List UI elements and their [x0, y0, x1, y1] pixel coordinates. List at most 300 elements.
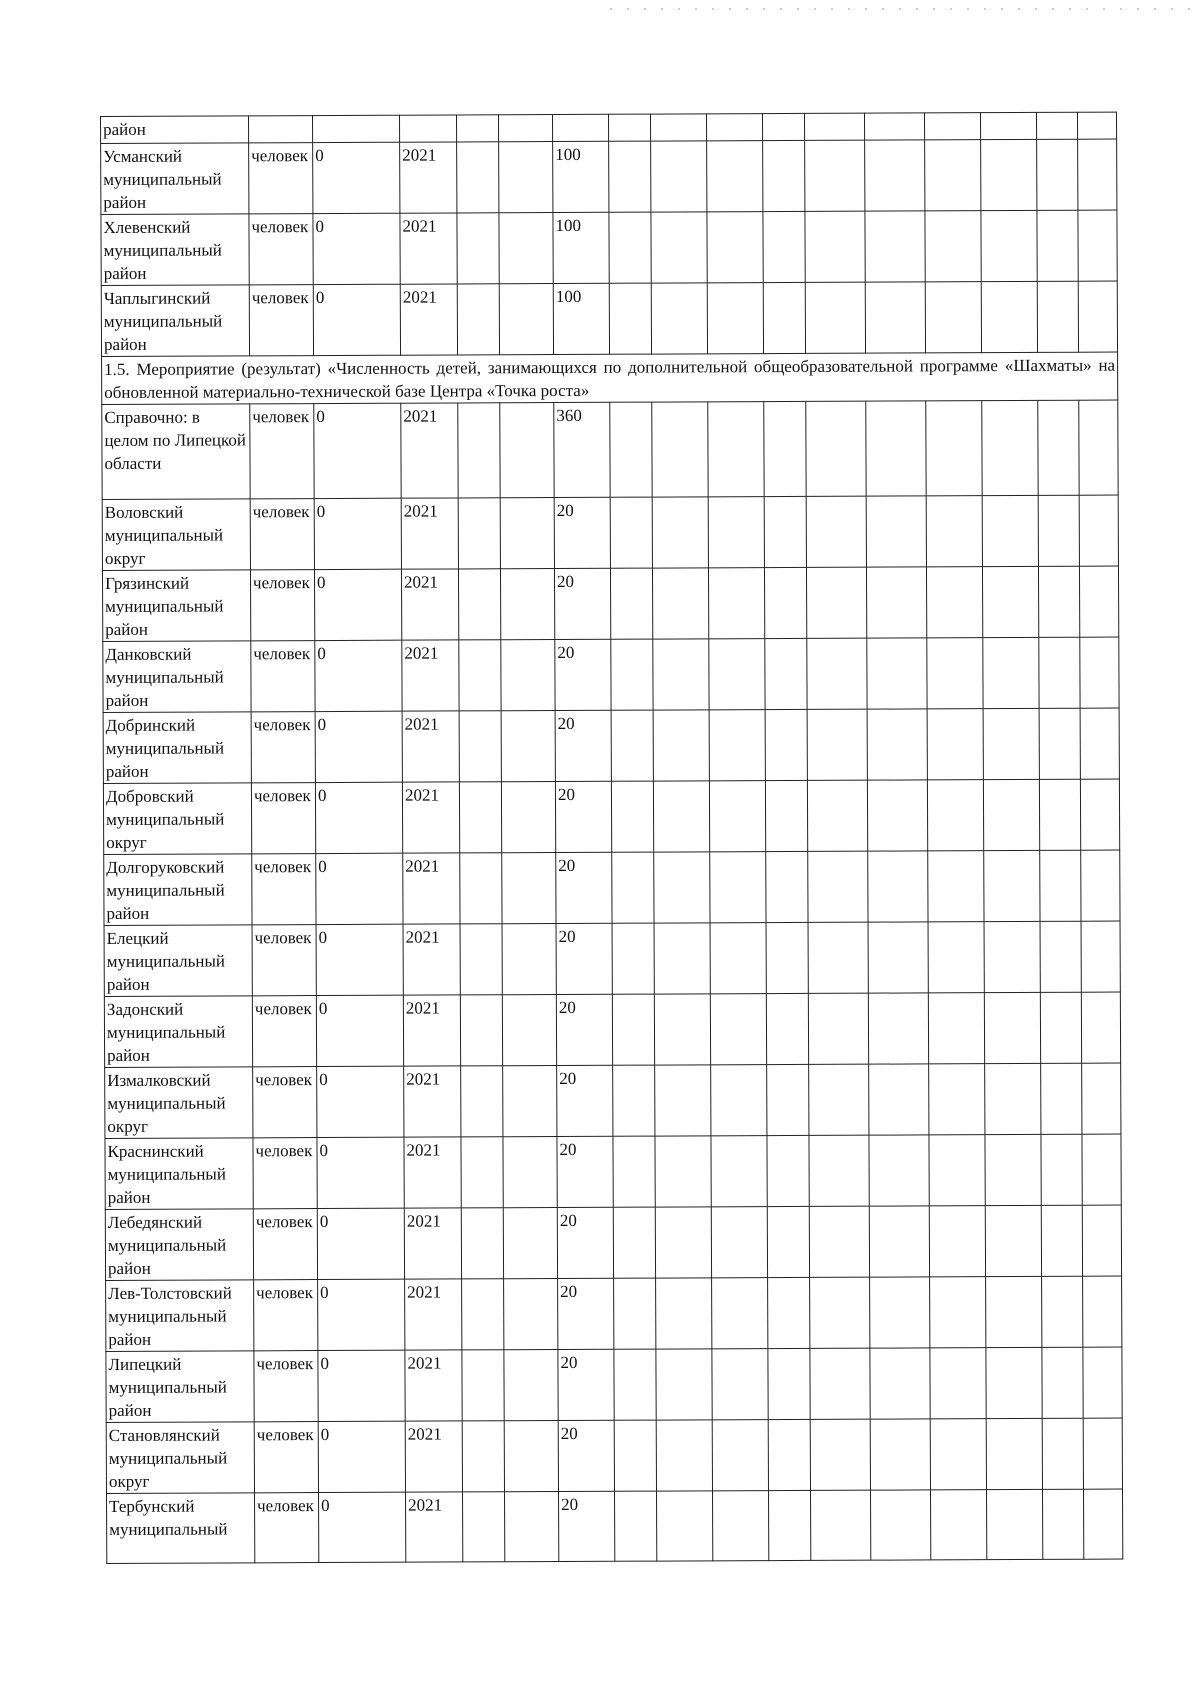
row-base-value: 0 [315, 782, 402, 853]
row-base-year: 2021 [400, 142, 457, 213]
row-target-value: 20 [556, 923, 612, 994]
empty-cell [712, 1278, 768, 1349]
empty-cell [981, 139, 1037, 210]
row-target-value: 100 [553, 283, 609, 354]
empty-cell [459, 711, 501, 782]
row-unit: человек [253, 1138, 317, 1209]
empty-cell [806, 401, 866, 496]
empty-cell [462, 1279, 504, 1350]
empty-cell [1083, 1418, 1122, 1489]
empty-cell [864, 113, 924, 140]
table-row [101, 139, 1117, 214]
empty-cell [1041, 1205, 1082, 1276]
empty-cell [1042, 1347, 1083, 1418]
empty-cell [611, 781, 653, 852]
empty-cell [462, 1350, 504, 1421]
empty-cell [767, 1064, 809, 1135]
empty-cell [865, 211, 925, 282]
row-name: Грязинский муниципальный район [102, 570, 250, 642]
empty-cell [985, 1134, 1041, 1205]
row-unit: человек [253, 1067, 317, 1138]
empty-cell [1039, 637, 1080, 708]
row-name: Измалковский муниципальный округ [105, 1067, 253, 1139]
empty-cell [502, 853, 556, 924]
empty-cell [610, 402, 652, 497]
empty-cell [1084, 1489, 1123, 1559]
row-base-year: 2021 [400, 213, 457, 284]
row-unit: человек [254, 1351, 318, 1422]
empty-cell [769, 1490, 811, 1560]
empty-cell [608, 114, 650, 141]
empty-cell [499, 213, 553, 284]
empty-cell [708, 568, 764, 639]
row-base-year: 2021 [403, 924, 460, 995]
empty-cell [501, 640, 555, 711]
empty-cell [500, 498, 554, 569]
empty-cell [984, 992, 1040, 1063]
empty-cell [707, 212, 763, 283]
empty-cell [1042, 1276, 1083, 1347]
empty-cell [867, 709, 927, 780]
empty-cell [1042, 1418, 1083, 1489]
empty-cell [868, 993, 928, 1064]
empty-cell [651, 141, 707, 212]
empty-cell [764, 496, 806, 567]
empty-cell [986, 1418, 1042, 1489]
row-base-value: 0 [314, 403, 401, 498]
empty-cell [807, 638, 867, 709]
empty-cell [505, 1492, 559, 1562]
row-unit: человек [249, 143, 313, 214]
row-base-year: 2021 [404, 1208, 461, 1279]
row-name: Задонский муниципальный район [104, 996, 252, 1068]
empty-cell [612, 994, 654, 1065]
empty-cell [706, 114, 762, 141]
empty-cell [712, 1349, 768, 1420]
empty-cell [653, 781, 709, 852]
empty-cell [869, 1135, 929, 1206]
row-name: Добровский муниципальный округ [103, 783, 251, 855]
row-name: Справочно: в целом по Липецкой области [102, 404, 250, 500]
empty-cell [1078, 139, 1117, 210]
table-row [101, 281, 1117, 356]
empty-cell [501, 711, 555, 782]
empty-cell [707, 141, 763, 212]
table-row [104, 992, 1120, 1067]
empty-cell [1082, 1205, 1121, 1276]
empty-cell [614, 1420, 656, 1491]
empty-cell [652, 402, 708, 497]
empty-cell [764, 401, 806, 496]
empty-cell [609, 212, 651, 283]
empty-cell [499, 142, 553, 213]
empty-cell [810, 1277, 870, 1348]
empty-cell [870, 1277, 930, 1348]
row-name: Лебедянский муниципальный район [105, 1209, 253, 1281]
row-unit: человек [254, 1422, 318, 1493]
empty-cell [1081, 992, 1120, 1063]
row-base-value [313, 115, 400, 142]
table-row [102, 566, 1118, 641]
row-target-value: 100 [553, 212, 609, 283]
empty-cell [928, 993, 984, 1064]
empty-cell [768, 1348, 810, 1419]
row-base-value: 0 [314, 569, 401, 640]
row-base-year: 2021 [400, 284, 457, 355]
empty-cell [610, 497, 652, 568]
empty-cell [461, 1137, 503, 1208]
row-target-value: 20 [557, 1136, 613, 1207]
empty-cell [925, 282, 981, 353]
empty-cell [983, 708, 1039, 779]
empty-cell [709, 781, 765, 852]
empty-cell [711, 1136, 767, 1207]
row-target-value: 20 [556, 852, 612, 923]
empty-cell [764, 567, 806, 638]
empty-cell [503, 1066, 557, 1137]
row-base-value: 0 [318, 1279, 405, 1350]
row-target-value: 20 [557, 1065, 613, 1136]
row-name: Данковский муниципальный район [103, 641, 251, 713]
empty-cell [711, 1065, 767, 1136]
empty-cell [1081, 921, 1120, 992]
empty-cell [928, 922, 984, 993]
empty-cell [809, 1206, 869, 1277]
empty-cell [502, 995, 556, 1066]
empty-cell [1081, 850, 1120, 921]
empty-cell [930, 1277, 986, 1348]
empty-cell [807, 780, 867, 851]
empty-cell [987, 1489, 1043, 1559]
empty-cell [982, 566, 1038, 637]
empty-cell [809, 1135, 869, 1206]
empty-cell [710, 923, 766, 994]
empty-cell [925, 140, 981, 211]
empty-cell [503, 1208, 557, 1279]
empty-cell [866, 567, 926, 638]
table-row [104, 850, 1120, 925]
empty-cell [656, 1349, 712, 1420]
row-unit: человек [249, 214, 313, 285]
empty-cell [655, 1136, 711, 1207]
row-base-year: 2021 [405, 1350, 462, 1421]
empty-cell [1040, 921, 1081, 992]
row-unit: человек [250, 570, 314, 641]
empty-cell [865, 140, 925, 211]
empty-cell [615, 1491, 657, 1561]
empty-cell [501, 782, 555, 853]
empty-cell [654, 852, 710, 923]
empty-cell [765, 709, 807, 780]
empty-cell [655, 1207, 711, 1278]
row-name: Хлевенский муниципальный район [101, 214, 249, 286]
empty-cell [762, 113, 804, 140]
empty-cell [461, 1208, 503, 1279]
empty-cell [500, 569, 554, 640]
empty-cell [811, 1490, 871, 1560]
table-row [103, 708, 1119, 783]
row-target-value: 20 [556, 994, 612, 1065]
empty-cell [983, 637, 1039, 708]
row-base-year: 2021 [406, 1492, 463, 1562]
empty-cell [767, 1206, 809, 1277]
empty-cell [766, 993, 808, 1064]
row-base-year: 2021 [405, 1279, 462, 1350]
row-base-value: 0 [318, 1350, 405, 1421]
empty-cell [1078, 281, 1117, 352]
empty-cell [924, 113, 980, 140]
row-name: Воловский муниципальный округ [102, 499, 250, 571]
empty-cell [1037, 210, 1078, 281]
empty-cell [928, 851, 984, 922]
empty-cell [460, 853, 502, 924]
empty-cell [1079, 400, 1118, 495]
table-row [105, 1063, 1121, 1138]
empty-cell [459, 782, 501, 853]
row-base-value: 0 [313, 142, 400, 213]
empty-cell [810, 1348, 870, 1419]
empty-cell [612, 852, 654, 923]
empty-cell [651, 212, 707, 283]
empty-cell [984, 921, 1040, 992]
empty-cell [462, 1421, 504, 1492]
empty-cell [614, 1278, 656, 1349]
row-target-value: 20 [554, 568, 610, 639]
empty-cell [929, 1064, 985, 1135]
row-target-value: 20 [554, 497, 610, 568]
row-base-value: 0 [319, 1492, 406, 1562]
empty-cell [657, 1491, 713, 1561]
empty-cell [927, 709, 983, 780]
empty-cell [611, 639, 653, 710]
empty-cell [869, 1206, 929, 1277]
empty-cell [763, 282, 805, 353]
row-name: Становлянский муниципальный округ [106, 1422, 254, 1494]
empty-cell [867, 780, 927, 851]
empty-cell [655, 1065, 711, 1136]
row-base-year: 2021 [404, 1137, 461, 1208]
empty-cell [456, 115, 498, 142]
row-target-value: 20 [555, 781, 611, 852]
row-name: Тербунский муниципальный [107, 1493, 255, 1564]
table-row [101, 210, 1117, 285]
row-unit: человек [252, 925, 316, 996]
empty-cell [612, 923, 654, 994]
empty-cell [1036, 112, 1077, 139]
empty-cell [504, 1421, 558, 1492]
row-name: Усманский муниципальный район [101, 143, 249, 215]
empty-cell [927, 638, 983, 709]
empty-cell [808, 993, 868, 1064]
row-base-year: 2021 [405, 1421, 462, 1492]
empty-cell [502, 924, 556, 995]
empty-cell [982, 400, 1038, 495]
row-base-value: 0 [317, 1208, 404, 1279]
table-row [105, 1134, 1121, 1209]
empty-cell [870, 1419, 930, 1490]
row-name: Добринский муниципальный район [103, 712, 251, 784]
district-rows [102, 495, 1123, 1563]
table-row [107, 1489, 1123, 1563]
empty-cell [768, 1419, 810, 1490]
table-row [106, 1276, 1122, 1351]
empty-cell [763, 211, 805, 282]
row-unit [249, 116, 313, 143]
empty-cell [808, 851, 868, 922]
row-base-value: 0 [317, 1066, 404, 1137]
empty-cell [1038, 400, 1079, 495]
empty-cell [1078, 210, 1117, 281]
empty-cell [981, 281, 1037, 352]
row-target-value: 20 [557, 1207, 613, 1278]
row-unit: человек [250, 404, 314, 499]
empty-cell [871, 1490, 931, 1560]
empty-cell [614, 1349, 656, 1420]
empty-cell [500, 403, 554, 498]
table-row [104, 921, 1120, 996]
empty-cell [807, 709, 867, 780]
row-base-value: 0 [316, 924, 403, 995]
empty-cell [810, 1419, 870, 1490]
indicators-table [100, 112, 1123, 1564]
empty-cell [654, 923, 710, 994]
row-name: Чаплыгинский муниципальный район [101, 285, 249, 357]
empty-cell [613, 1065, 655, 1136]
empty-cell [1082, 1134, 1121, 1205]
empty-cell [653, 639, 709, 710]
empty-cell [867, 638, 927, 709]
empty-cell [710, 994, 766, 1065]
empty-cell [1039, 708, 1080, 779]
empty-cell [1041, 1063, 1082, 1134]
row-unit: человек [255, 1493, 319, 1563]
empty-cell [1080, 779, 1119, 850]
empty-cell [1083, 1276, 1122, 1347]
empty-cell [460, 924, 502, 995]
empty-cell [805, 140, 865, 211]
empty-cell [805, 282, 865, 353]
table-row [103, 637, 1119, 712]
empty-cell [931, 1490, 987, 1560]
empty-cell [981, 210, 1037, 281]
empty-cell [652, 568, 708, 639]
empty-cell [458, 498, 500, 569]
empty-cell [613, 1136, 655, 1207]
empty-cell [766, 922, 808, 993]
empty-cell [710, 852, 766, 923]
empty-cell [767, 1135, 809, 1206]
row-target-value: 20 [558, 1278, 614, 1349]
empty-cell [504, 1279, 558, 1350]
empty-cell [610, 568, 652, 639]
empty-cell [1043, 1489, 1084, 1559]
empty-cell [1038, 495, 1079, 566]
row-base-value: 0 [314, 498, 401, 569]
empty-cell [804, 113, 864, 140]
row-base-year: 2021 [404, 1066, 461, 1137]
summary-row [102, 400, 1118, 499]
empty-cell [656, 1420, 712, 1491]
row-base-year: 2021 [401, 498, 458, 569]
row-unit: человек [251, 712, 315, 783]
empty-cell [611, 710, 653, 781]
empty-cell [1039, 779, 1080, 850]
empty-cell [985, 1063, 1041, 1134]
table-row [106, 1418, 1122, 1493]
empty-cell [458, 403, 500, 498]
empty-cell [504, 1350, 558, 1421]
row-target-value: 100 [553, 141, 609, 212]
row-name: Елецкий муниципальный район [104, 925, 252, 997]
empty-cell [868, 922, 928, 993]
scan-artifact [610, 8, 1190, 10]
empty-cell [927, 780, 983, 851]
row-unit: человек [250, 499, 314, 570]
row-unit: человек [249, 285, 313, 356]
empty-cell [654, 994, 710, 1065]
empty-cell [926, 496, 982, 567]
empty-cell [805, 211, 865, 282]
row-base-year: 2021 [401, 403, 458, 498]
empty-cell [1041, 1134, 1082, 1205]
empty-cell [652, 497, 708, 568]
row-base-value: 0 [313, 284, 400, 355]
row-target-value: 20 [559, 1491, 615, 1561]
empty-cell [651, 283, 707, 354]
row-unit: человек [252, 854, 316, 925]
empty-cell [986, 1276, 1042, 1347]
empty-cell [713, 1491, 769, 1561]
empty-cell [866, 401, 926, 496]
empty-cell [613, 1207, 655, 1278]
row-base-year: 2021 [402, 782, 459, 853]
empty-cell [1040, 850, 1081, 921]
empty-cell [870, 1348, 930, 1419]
empty-cell [1037, 139, 1078, 210]
empty-cell [1082, 1063, 1121, 1134]
row-base-year: 2021 [402, 711, 459, 782]
empty-cell [650, 114, 706, 141]
empty-cell [1080, 708, 1119, 779]
empty-cell [1040, 992, 1081, 1063]
row-base-year: 2021 [401, 569, 458, 640]
empty-cell [707, 283, 763, 354]
empty-cell [768, 1277, 810, 1348]
row-base-value: 0 [315, 711, 402, 782]
empty-cell [1038, 566, 1079, 637]
empty-cell [930, 1348, 986, 1419]
empty-cell [1083, 1347, 1122, 1418]
empty-cell [459, 640, 501, 711]
empty-cell [985, 1205, 1041, 1276]
empty-cell [708, 402, 764, 497]
empty-cell [766, 851, 808, 922]
empty-cell [460, 995, 502, 1066]
empty-cell [712, 1420, 768, 1491]
empty-cell [808, 922, 868, 993]
empty-cell [869, 1064, 929, 1135]
empty-cell [457, 213, 499, 284]
row-base-year: 2021 [403, 995, 460, 1066]
row-base-value: 0 [316, 995, 403, 1066]
table-row [106, 1347, 1122, 1422]
empty-cell [930, 1419, 986, 1490]
empty-cell [1079, 495, 1118, 566]
row-target-value: 20 [555, 639, 611, 710]
row-target-value: 20 [558, 1349, 614, 1420]
empty-cell [929, 1135, 985, 1206]
row-unit: человек [251, 783, 315, 854]
